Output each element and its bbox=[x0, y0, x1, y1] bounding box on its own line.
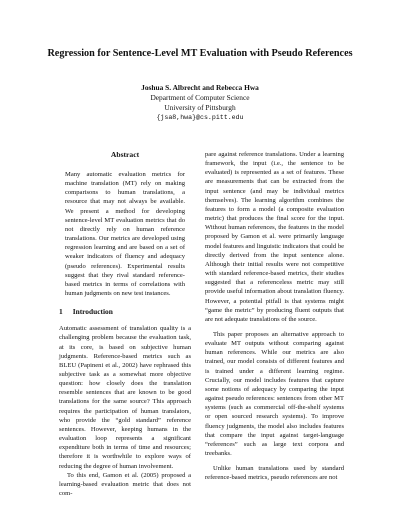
abstract-text: Many automatic evaluation metrics for machine translation (MT) rely on making comparisons to human translations, a resource that may not always be available. We present a method for developing sentence-level MT evaluation metrics that do not directly rely on human reference translations. Our metrics are developed using regression learning and are based on a set of weaker indicators of fluency and adequacy (pseudo references). Experimental results suggest that they rival standard reference-based metrics in terms of correlations with human judgments on new test instances. bbox=[65, 171, 185, 298]
intro-paragraph-1: Automatic assessment of translation quality is a challenging problem because the evaluation task, at its core, is based on subjective human judgments. Reference-based metrics such as BLEU (Papineni et al., 2002) have rephrased this subjective task as a somewhat more objective question: how closely does the translation resemble sentences that are known to be good translations for the same source? This approach requires the participation of human translators, who provide the “gold standard” reference sentences. However, keeping humans in the evaluation loop represents a significant expenditure both in terms of time and resources; therefore it is worthwhile to explore ways of reducing the degree of human involvement. bbox=[59, 325, 191, 470]
author-affiliation: Department of Computer Science bbox=[150, 93, 250, 102]
author-names: Joshua S. Albrecht and Rebecca Hwa bbox=[141, 83, 259, 92]
author-university: University of Pittsburgh bbox=[164, 103, 236, 112]
left-column bbox=[59, 150, 191, 498]
right-paragraph-3: Unlike human translations used by standard reference-based metrics, pseudo references are not bbox=[205, 465, 344, 482]
author-block bbox=[100, 83, 300, 123]
author-email: {jsa8,hwa}@cs.pitt.edu bbox=[156, 114, 244, 121]
abstract-heading: Abstract bbox=[110, 150, 140, 159]
right-paragraph-1: pare against reference translations. Under a learning framework, the input (i.e., the sentence to be evaluated) is represented as a set of features. These are measurements that can be extracted from the input sentence (and may be individual metrics themselves). The learning algorithm combines the features to form a model (a composite evaluation metric) that produces the final score for the input. Without human references, the features in the model proposed by Gamon et al. were primarily language model features and linguistic indicators that could be directly derived from the input sentence alone. Although their initial results were not competitive with standard reference-based metrics, their studies suggested that a referenceless metric may still provide useful information about translation fluency. However, a potential pitfall is that systems might “game the metric” by producing fluent outputs that are not adequate translations of the source. bbox=[205, 151, 344, 323]
section-heading-introduction bbox=[59, 307, 191, 317]
section-number: 1 bbox=[59, 307, 63, 317]
section-title: Introduction bbox=[72, 307, 113, 317]
paper-title: Regression for Sentence-Level MT Evaluation with Pseudo References bbox=[47, 48, 353, 59]
right-paragraph-2: This paper proposes an alternative approach to evaluate MT outputs without comparing against human references. While our metrics are also trained, our model consists of different features and is trained under a different learning regime. Crucially, our model includes features that capture some notions of adequacy by comparing the input against pseudo references: sentences from other MT systems (such as commercial off-the-shelf systems or open sourced research systems). To improve fluency judgments, the model also includes features that compare the input against target-language “references” such as large text corpora and treebanks. bbox=[205, 330, 344, 457]
intro-paragraph-2: To this end, Gamon et al. (2005) proposed a learning-based evaluation metric that does not com- bbox=[59, 471, 191, 497]
right-column bbox=[205, 150, 344, 482]
